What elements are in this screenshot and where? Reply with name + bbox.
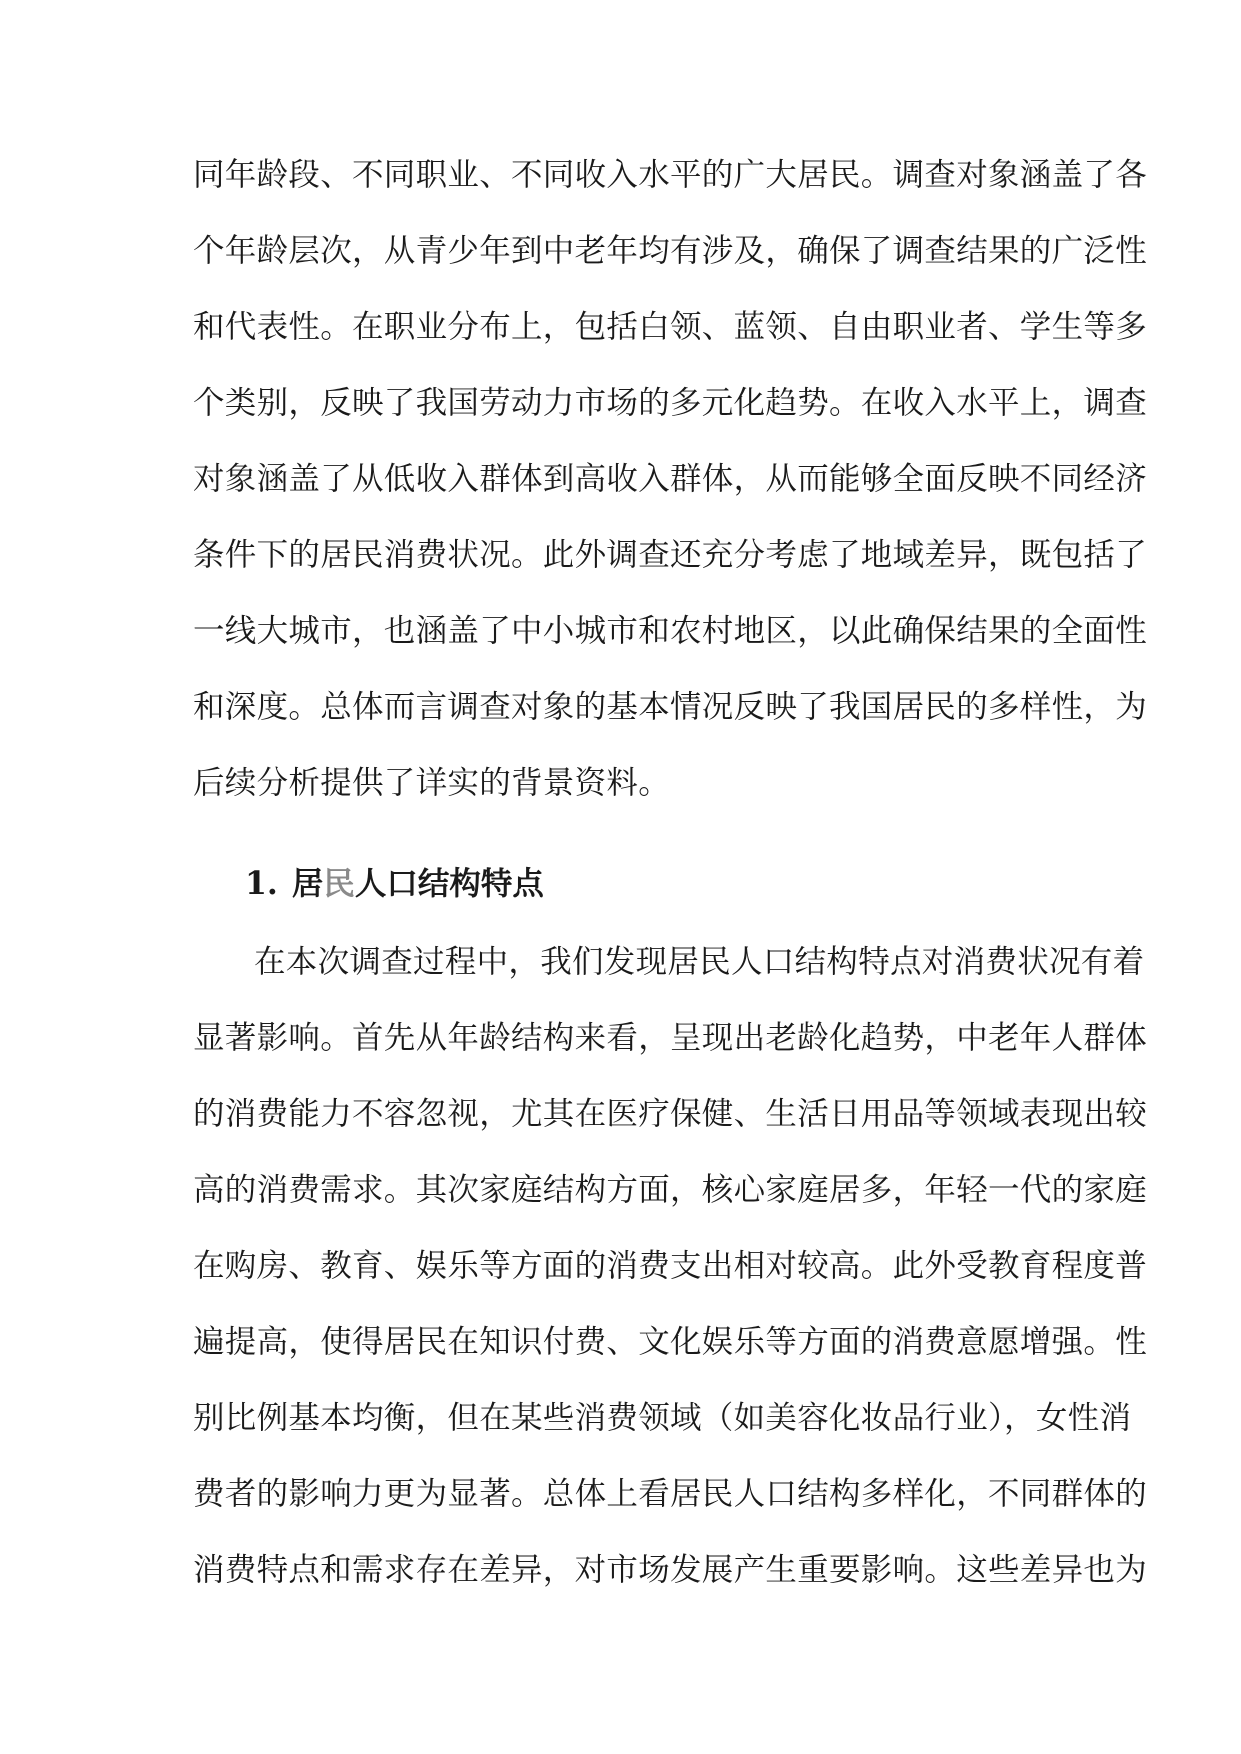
section-title-part: 居	[291, 865, 324, 902]
text-line: 和代表性。在职业分布上，包括白领、蓝领、自由职业者、学生等多	[193, 309, 1148, 345]
text-line: 一线大城市，也涵盖了中小城市和农村地区，以此确保结果的全面性	[193, 613, 1148, 649]
text-line: 显著影响。首先从年龄结构来看，呈现出老龄化趋势，中老年人群体	[193, 1020, 1148, 1056]
text-line: 的消费能力不容忽视，尤其在医疗保健、生活日用品等领域表现出较	[193, 1096, 1148, 1132]
text-line: 个类别，反映了我国劳动力市场的多元化趋势。在收入水平上，调查	[193, 385, 1148, 421]
text-line: 消费特点和需求存在差异，对市场发展产生重要影响。这些差异也为	[193, 1552, 1148, 1588]
text-line: 在本次调查过程中，我们发现居民人口结构特点对消费状况有着	[254, 944, 1145, 980]
text-line: 在购房、教育、娱乐等方面的消费支出相对较高。此外受教育程度普	[193, 1248, 1148, 1284]
text-line: 后续分析提供了详实的背景资料。	[193, 765, 671, 801]
text-line: 条件下的居民消费状况。此外调查还充分考虑了地域差异，既包括了	[193, 537, 1148, 573]
section-number: 1.	[245, 865, 278, 902]
text-line: 别比例基本均衡，但在某些消费领域（如美容化妆品行业），女性消	[193, 1400, 1132, 1436]
text-line: 高的消费需求。其次家庭结构方面，核心家庭居多，年轻一代的家庭	[193, 1172, 1148, 1208]
section-title-part: 人口结构特点	[354, 865, 544, 902]
text-line: 同年龄段、不同职业、不同收入水平的广大居民。调查对象涵盖了各	[193, 157, 1148, 193]
text-line: 个年龄层次，从青少年到中老年均有涉及，确保了调查结果的广泛性	[193, 233, 1148, 269]
section-heading	[245, 846, 544, 922]
body-paragraph-1	[193, 137, 1148, 821]
text-line: 和深度。总体而言调查对象的基本情况反映了我国居民的多样性，为	[193, 689, 1148, 725]
text-line: 遍提高，使得居民在知识付费、文化娱乐等方面的消费意愿增强。性	[193, 1324, 1148, 1360]
section-title-part: 民	[323, 865, 355, 902]
text-line: 费者的影响力更为显著。总体上看居民人口结构多样化，不同群体的	[193, 1476, 1148, 1512]
text-line: 对象涵盖了从低收入群体到高收入群体，从而能够全面反映不同经济	[193, 461, 1148, 497]
body-paragraph-2	[193, 924, 1148, 1608]
